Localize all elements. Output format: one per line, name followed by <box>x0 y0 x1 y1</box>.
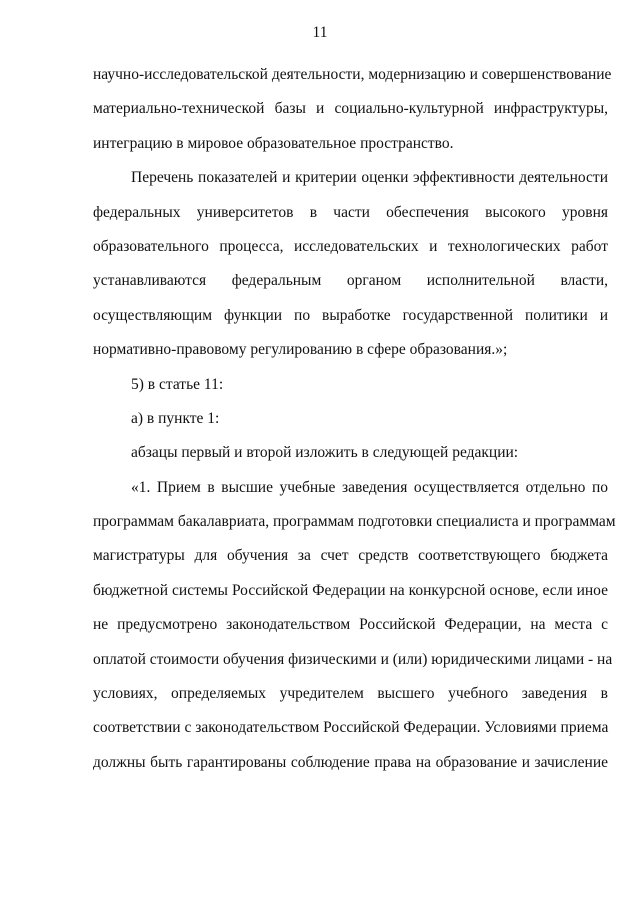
text-line: материально-технической базы и социально-культурной инфраструктуры, <box>93 100 608 118</box>
body-text <box>93 58 616 780</box>
text-line: условиях, определяемых учредителем высшего учебного заведения в <box>93 685 608 703</box>
page-number: 11 <box>312 24 328 41</box>
text-line: федеральных университетов в части обеспечения высокого уровня <box>93 203 608 221</box>
text-line: оплатой стоимости обучения физическими и (или) юридическими лицами - на <box>93 650 613 668</box>
text-line: образовательного процесса, исследовательских и технологических работ <box>93 237 608 255</box>
text-line: должны быть гарантированы соблюдение права на образование и зачисление <box>93 753 608 771</box>
text-line: а) в пункте 1: <box>131 409 220 427</box>
text-line: Перечень показателей и критерии оценки эффективности деятельности <box>131 169 608 187</box>
text-line: бюджетной системы Российской Федерации на конкурсной основе, если иное <box>93 581 608 599</box>
text-line: не предусмотрено законодательством Российской Федерации, на места с <box>93 616 608 634</box>
text-line: магистратуры для обучения за счет средств соответствующего бюджета <box>93 547 608 565</box>
text-line: осуществляющим функции по выработке государственной политики и <box>93 306 608 324</box>
text-line: абзацы первый и второй изложить в следующей редакции: <box>131 444 519 462</box>
text-line: соответствии с законодательством Российской Федерации. Условиями приема <box>93 719 609 737</box>
text-line: устанавливаются федеральным органом исполнительной власти, <box>93 272 608 290</box>
text-line: научно-исследовательской деятельности, модернизацию и совершенствование <box>93 66 612 83</box>
text-line: нормативно-правовому регулированию в сфере образования.»; <box>93 341 508 359</box>
text-line: программам бакалавриата, программам подготовки специалиста и программам <box>93 513 616 531</box>
text-line: интеграцию в мировое образовательное пространство. <box>93 134 454 152</box>
text-line: 5) в статье 11: <box>131 375 224 393</box>
text-line: «1. Прием в высшие учебные заведения осуществляется отдельно по <box>131 478 608 496</box>
